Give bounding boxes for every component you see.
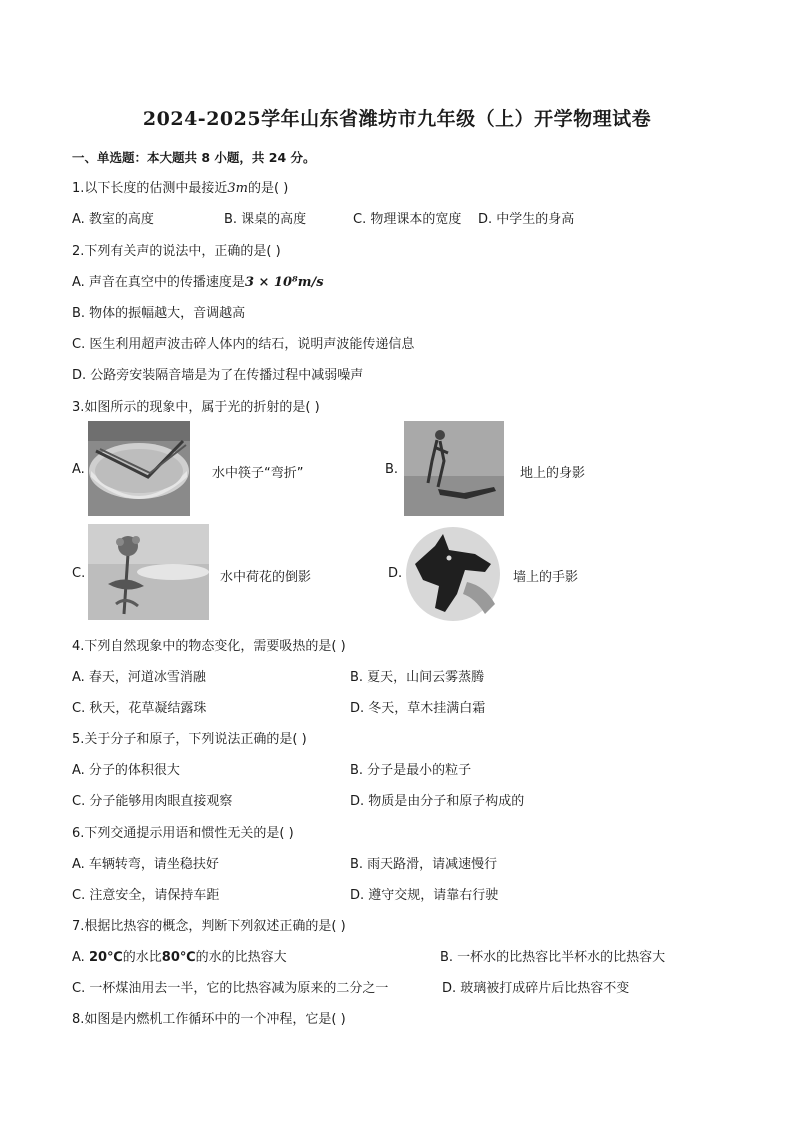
chopsticks-in-water-photo bbox=[88, 421, 190, 516]
question-7-option-b: B. 一杯水的比热容比半杯水的比热容大 bbox=[440, 950, 666, 965]
question-3-option-c-letter: C. bbox=[72, 566, 86, 581]
question-7-option-c: C. 一杯煤油用去一半，它的比热容减为原来的二分之一 bbox=[72, 981, 389, 996]
question-1-text: 1.以下长度的估测中最接近 bbox=[72, 181, 228, 196]
hand-shadow-photo bbox=[405, 524, 502, 621]
question-3-option-a-letter: A. bbox=[72, 462, 85, 477]
question-3-option-a-caption: 水中筷子“弯折” bbox=[212, 466, 304, 481]
question-2-stem: 2.下列有关声的说法中，正确的是( ) bbox=[72, 244, 281, 259]
question-6-option-d: D. 遵守交规，请靠右行驶 bbox=[350, 888, 499, 903]
question-1-bracket: 的是( ) bbox=[248, 181, 289, 196]
question-7-option-a-label: A. bbox=[72, 950, 89, 965]
question-5-option-b: B. 分子是最小的粒子 bbox=[350, 763, 472, 778]
question-2-option-a bbox=[72, 271, 324, 290]
question-2-option-d: D. 公路旁安装隔音墙是为了在传播过程中减弱噪声 bbox=[72, 368, 364, 383]
question-6-stem: 6.下列交通提示用语和惯性无关的是( ) bbox=[72, 826, 294, 841]
question-7-option-a-temp-2: 80℃ bbox=[161, 950, 196, 965]
question-1-option-c: C. 物理课本的宽度 bbox=[353, 212, 462, 227]
question-4-option-c: C. 秋天，花草凝结露珠 bbox=[72, 701, 207, 716]
question-2-option-a-math: 3 × 10⁸m/s bbox=[244, 275, 324, 290]
question-5-stem: 5.关于分子和原子，下列说法正确的是( ) bbox=[72, 732, 307, 747]
question-4-option-a: A. 春天，河道冰雪消融 bbox=[72, 670, 206, 685]
question-2-option-a-text: A. 声音在真空中的传播速度是 bbox=[72, 275, 245, 290]
question-7-option-a-tail: 的水的比热容大 bbox=[195, 950, 287, 965]
question-7-option-a-temp-1: 20℃ bbox=[88, 950, 123, 965]
question-1-option-d: D. 中学生的身高 bbox=[478, 212, 575, 227]
page-title: 2024-2025学年山东省潍坊市九年级（上）开学物理试卷 bbox=[142, 108, 652, 130]
question-8-stem: 8.如图是内燃机工作循环中的一个冲程，它是( ) bbox=[72, 1012, 346, 1027]
question-1-option-a: A. 教室的高度 bbox=[72, 212, 154, 227]
question-4-option-d: D. 冬天，草木挂满白霜 bbox=[350, 701, 486, 716]
question-7-option-d: D. 玻璃被打成碎片后比热容不变 bbox=[442, 981, 630, 996]
question-3-option-b-caption: 地上的身影 bbox=[520, 466, 586, 481]
shadow-on-ground-photo bbox=[404, 421, 504, 516]
section-heading: 一、单选题：本大题共 8 小题，共 24 分。 bbox=[72, 150, 316, 165]
question-6-option-b: B. 雨天路滑，请减速慢行 bbox=[350, 857, 498, 872]
question-4-option-b: B. 夏天，山间云雾蒸腾 bbox=[350, 670, 485, 685]
question-3-option-d-letter: D. bbox=[388, 566, 403, 581]
question-1-math: 3m bbox=[227, 181, 249, 196]
question-5-option-c: C. 分子能够用肉眼直接观察 bbox=[72, 794, 233, 809]
question-7-option-a-mid: 的水比 bbox=[122, 950, 162, 965]
question-5-option-d: D. 物质是由分子和原子构成的 bbox=[350, 794, 525, 809]
question-6-option-a: A. 车辆转弯，请坐稳扶好 bbox=[72, 857, 219, 872]
question-3-option-b-letter: B. bbox=[385, 462, 399, 477]
question-3-option-d-caption: 墙上的手影 bbox=[513, 570, 579, 585]
question-5-option-a: A. 分子的体积很大 bbox=[72, 763, 180, 778]
question-6-option-c: C. 注意安全，请保持车距 bbox=[72, 888, 220, 903]
question-7-stem: 7.根据比热容的概念，判断下列叙述正确的是( ) bbox=[72, 919, 346, 934]
question-2-option-c: C. 医生利用超声波击碎人体内的结石，说明声波能传递信息 bbox=[72, 337, 415, 352]
question-3-stem: 3.如图所示的现象中，属于光的折射的是( ) bbox=[72, 400, 320, 415]
question-2-option-b: B. 物体的振幅越大，音调越高 bbox=[72, 306, 246, 321]
lotus-reflection-photo bbox=[88, 524, 209, 620]
question-3-option-c-caption: 水中荷花的倒影 bbox=[220, 570, 312, 585]
question-1-stem bbox=[72, 177, 288, 196]
question-4-stem: 4.下列自然现象中的物态变化，需要吸热的是( ) bbox=[72, 639, 346, 654]
question-1-option-b: B. 课桌的高度 bbox=[224, 212, 307, 227]
question-7-option-a bbox=[72, 946, 287, 965]
